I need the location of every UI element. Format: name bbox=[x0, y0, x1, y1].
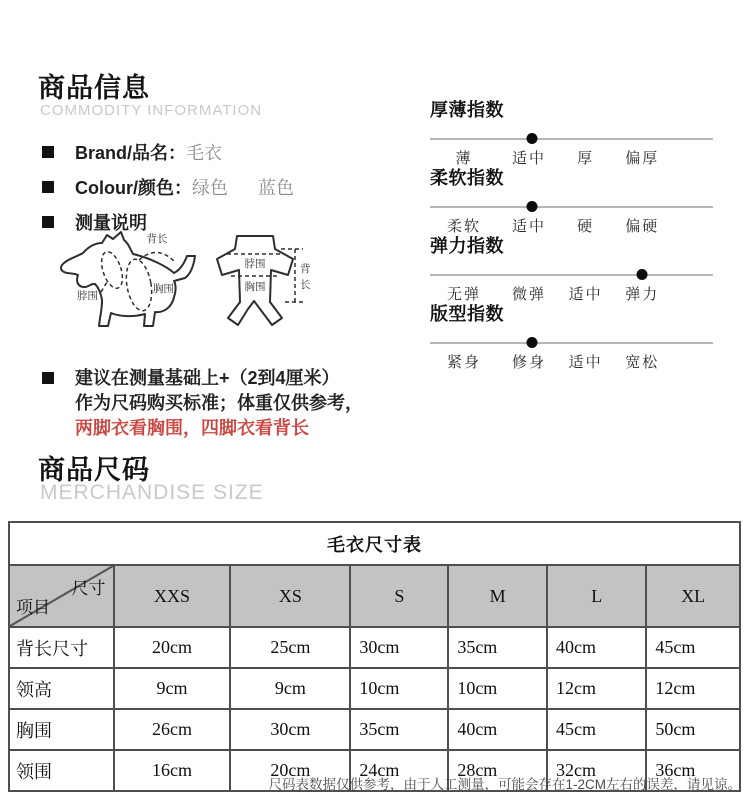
size-value-cell: 40cm bbox=[547, 627, 646, 668]
size-value-cell: 45cm bbox=[547, 709, 646, 750]
table-header-row bbox=[9, 565, 740, 627]
note-line-2: 作为尺码购买标准；体重仅供参考， bbox=[75, 393, 363, 413]
info-item-label: Brand/品名： bbox=[75, 143, 187, 163]
index-scale-label: 紧身 bbox=[446, 354, 481, 371]
corner-item-label: 项目 bbox=[16, 598, 50, 617]
index-slider-dot bbox=[526, 201, 537, 212]
dog-chest-label: 胸围 bbox=[153, 283, 174, 295]
index-slider-track bbox=[430, 274, 713, 276]
info-item-value: 绿色 bbox=[192, 178, 228, 198]
size-value-cell: 24cm bbox=[350, 750, 448, 791]
info-section-title: 商品信息 bbox=[38, 73, 150, 103]
size-value-cell: 10cm bbox=[448, 668, 547, 709]
table-row bbox=[9, 709, 740, 750]
size-value-cell: 50cm bbox=[646, 709, 740, 750]
size-column-header: XL bbox=[646, 565, 740, 627]
index-scale-label: 硬 bbox=[577, 218, 595, 235]
index-scale-label: 修身 bbox=[512, 354, 547, 371]
size-value-cell: 26cm bbox=[114, 709, 231, 750]
table-row bbox=[9, 627, 740, 668]
size-value-cell: 35cm bbox=[350, 709, 448, 750]
index-group bbox=[430, 164, 713, 235]
bullet-square-icon bbox=[42, 146, 54, 158]
size-value-cell: 9cm bbox=[114, 668, 231, 709]
bullet-square-icon bbox=[42, 372, 54, 384]
table-corner-cell bbox=[9, 565, 114, 627]
index-group bbox=[430, 232, 713, 303]
measurement-diagram bbox=[55, 230, 317, 342]
bullet-square-icon bbox=[42, 181, 54, 193]
row-label-cell: 领高 bbox=[9, 668, 114, 709]
index-title: 柔软指数 bbox=[430, 168, 504, 188]
index-scale-label: 偏厚 bbox=[625, 150, 660, 167]
index-group bbox=[430, 300, 713, 371]
size-column-header: L bbox=[547, 565, 646, 627]
index-slider-track bbox=[430, 206, 713, 208]
size-value-cell: 35cm bbox=[448, 627, 547, 668]
index-scale-label: 适中 bbox=[568, 286, 603, 303]
size-value-cell: 10cm bbox=[350, 668, 448, 709]
index-title: 厚薄指数 bbox=[430, 100, 504, 120]
size-column-header: M bbox=[448, 565, 547, 627]
index-slider-dot bbox=[526, 337, 537, 348]
index-label-row bbox=[430, 351, 713, 371]
index-scale-label: 宽松 bbox=[625, 354, 660, 371]
size-value-cell: 45cm bbox=[646, 627, 740, 668]
note-line-red: 两脚衣看胸围，四脚衣看背长 bbox=[75, 418, 309, 438]
row-label-cell: 领围 bbox=[9, 750, 114, 791]
size-column-header: S bbox=[350, 565, 448, 627]
size-section-title: 商品尺码 bbox=[38, 455, 150, 485]
index-scale-label: 厚 bbox=[577, 150, 595, 167]
size-value-cell: 32cm bbox=[547, 750, 646, 791]
measurement-note bbox=[42, 366, 363, 441]
dog-outline-drawing bbox=[61, 232, 195, 326]
index-slider-track bbox=[430, 342, 713, 344]
dog-neck-girth-loop bbox=[98, 249, 127, 291]
index-scale-label: 无弹 bbox=[446, 286, 481, 303]
size-value-cell: 9cm bbox=[230, 668, 350, 709]
size-column-header: XS bbox=[230, 565, 350, 627]
garment-back-label-char2: 长 bbox=[300, 279, 311, 291]
table-caption-row bbox=[9, 522, 740, 565]
size-value-cell: 30cm bbox=[230, 709, 350, 750]
index-scale-label: 弹力 bbox=[625, 286, 660, 303]
size-value-cell: 25cm bbox=[230, 627, 350, 668]
index-slider-dot bbox=[526, 133, 537, 144]
index-group bbox=[430, 96, 713, 167]
index-scale-label: 薄 bbox=[455, 150, 473, 167]
garment-chest-label: 胸围 bbox=[244, 281, 266, 293]
dog-neck-label: 脖围 bbox=[77, 290, 98, 302]
info-item-value: 毛衣 bbox=[186, 143, 223, 163]
size-value-cell: 16cm bbox=[114, 750, 231, 791]
info-item-label: 测量说明 bbox=[75, 213, 147, 233]
info-item bbox=[42, 141, 432, 163]
index-scale-label: 适中 bbox=[512, 218, 547, 235]
index-scale-label: 适中 bbox=[512, 150, 547, 167]
size-value-cell: 36cm bbox=[646, 750, 740, 791]
info-item bbox=[42, 176, 432, 198]
size-value-cell: 40cm bbox=[448, 709, 547, 750]
dog-neck-pointer-line bbox=[101, 282, 107, 292]
table-caption: 毛衣尺寸表 bbox=[9, 522, 740, 565]
size-value-cell: 28cm bbox=[448, 750, 547, 791]
info-item-label: Colour/颜色： bbox=[75, 178, 192, 198]
row-label-cell: 背长尺寸 bbox=[9, 627, 114, 668]
size-value-cell: 20cm bbox=[230, 750, 350, 791]
index-title: 弹力指数 bbox=[430, 236, 504, 256]
index-scale-label: 偏硬 bbox=[625, 218, 660, 235]
note-line-1: 建议在测量基础上+（2到4厘米） bbox=[75, 368, 340, 388]
index-title: 版型指数 bbox=[430, 304, 504, 324]
size-value-cell: 30cm bbox=[350, 627, 448, 668]
index-slider-track bbox=[430, 138, 713, 140]
row-label-cell: 胸围 bbox=[9, 709, 114, 750]
size-value-cell: 20cm bbox=[114, 627, 231, 668]
index-slider-dot bbox=[637, 269, 648, 280]
table-row bbox=[9, 668, 740, 709]
garment-neck-label: 脖围 bbox=[244, 258, 266, 270]
index-slider-section bbox=[430, 0, 713, 380]
dog-chest-girth-loop bbox=[123, 257, 156, 312]
size-chart-table bbox=[8, 521, 741, 792]
size-value-cell: 12cm bbox=[547, 668, 646, 709]
index-scale-label: 适中 bbox=[568, 354, 603, 371]
corner-size-label: 尺寸 bbox=[71, 579, 106, 598]
index-scale-label: 微弹 bbox=[512, 286, 547, 303]
bullet-square-icon bbox=[42, 216, 54, 228]
size-column-header: XXS bbox=[114, 565, 231, 627]
info-section-subtitle: COMMODITY INFORMATION bbox=[40, 102, 263, 119]
dog-back-label: 背长 bbox=[146, 233, 168, 245]
size-chart-footnote: 尺码表数据仅供参考，由于人工测量，可能会存在1-2CM左右的误差，请见谅。 bbox=[268, 777, 741, 792]
size-value-cell: 12cm bbox=[646, 668, 740, 709]
index-scale-label: 柔软 bbox=[446, 218, 481, 235]
info-item-value: 蓝色 bbox=[258, 178, 294, 198]
size-section-subtitle: MERCHANDISE SIZE bbox=[40, 481, 264, 504]
garment-back-label-char1: 背 bbox=[300, 263, 311, 275]
